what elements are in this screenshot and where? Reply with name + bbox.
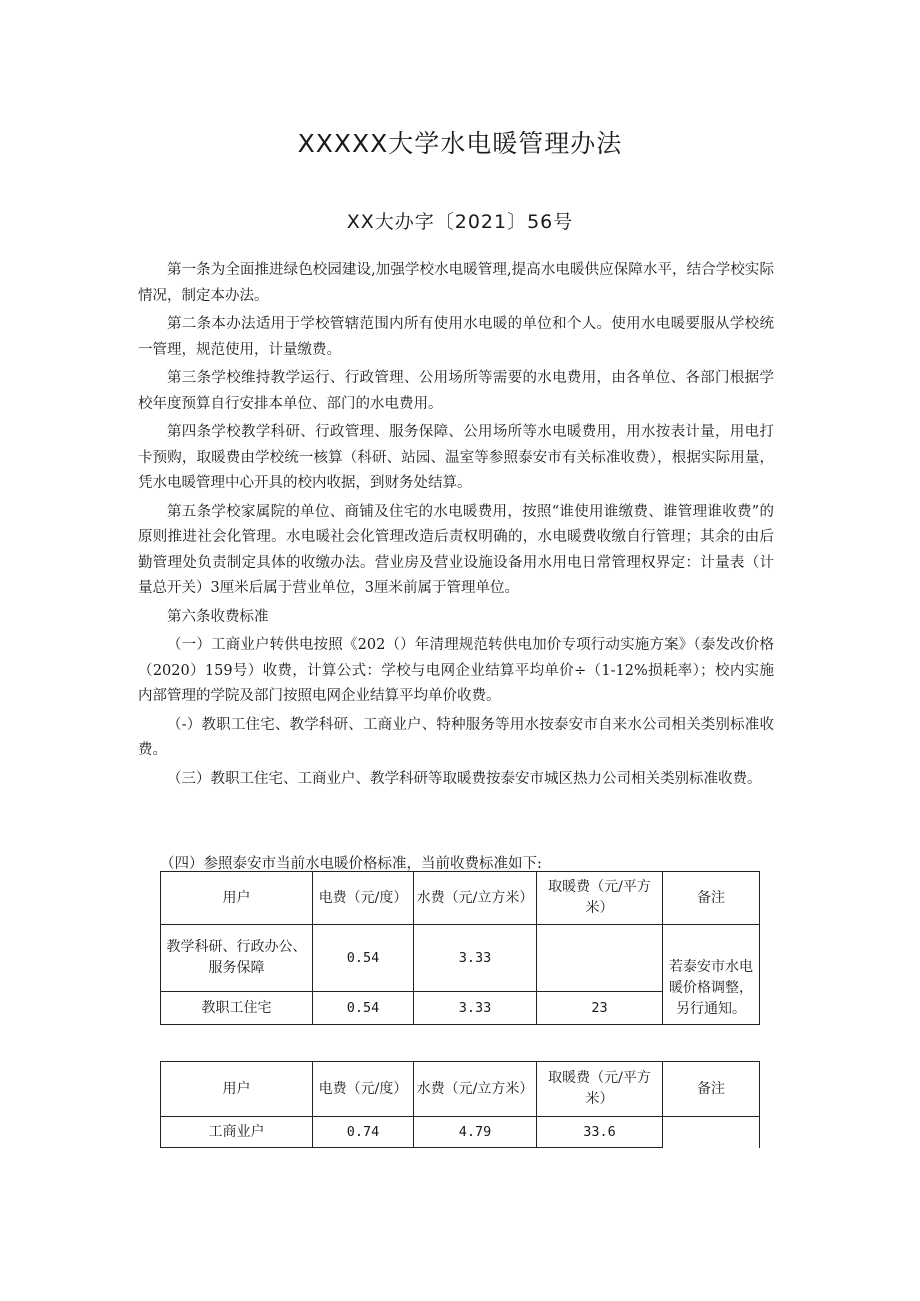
cell-heating: 23 (537, 992, 663, 1025)
header-water: 水费（元/立方米） (414, 872, 537, 925)
cell-user: 工商业户 (161, 1117, 313, 1148)
table-header-row (161, 872, 760, 925)
document-title: XXXXX大学水电暖管理办法 (297, 129, 623, 158)
fee-table-1 (160, 871, 760, 1025)
table-row (161, 925, 760, 992)
cell-heating: 33.6 (537, 1117, 663, 1148)
table-row (161, 1117, 760, 1148)
cell-electricity: 0.74 (313, 1117, 414, 1148)
cell-water: 3.33 (414, 925, 537, 992)
header-user: 用户 (161, 1062, 313, 1117)
table-header-row (161, 1062, 760, 1117)
cell-electricity: 0.54 (313, 925, 414, 992)
header-water: 水费（元/立方米） (414, 1062, 537, 1117)
article-6-item-2: （-）教职工住宅、教学科研、工商业户、特种服务等用水按泰安市自来水公司相关类别标准收费。 (138, 716, 774, 758)
cell-note: 若泰安市水电暖价格调整，另行通知。 (663, 925, 760, 1025)
header-note: 备注 (663, 872, 760, 925)
cell-heating (537, 925, 663, 992)
header-electricity: 电费（元/度） (313, 872, 414, 925)
header-heating: 取暖费（元/平方米） (537, 1062, 663, 1117)
header-user: 用户 (161, 872, 313, 925)
cell-user: 教职工住宅 (161, 992, 313, 1025)
article-3: 第三条学校维持教学运行、行政管理、公用场所等需要的水电费用，由各单位、各部门根据学校年度预算自行安排本单位、部门的水电费用。 (138, 370, 774, 412)
cell-user: 教学科研、行政办公、服务保障 (161, 925, 313, 992)
header-electricity: 电费（元/度） (313, 1062, 414, 1117)
article-1: 第一条为全面推进绿色校园建设,加强学校水电暖管理,提高水电暖供应保障水平，结合学校实际情况，制定本办法。 (138, 262, 774, 304)
table-intro: （四）参照泰安市当前水电暖价格标准，当前收费标准如下: (160, 856, 542, 872)
article-2: 第二条本办法适用于学校管辖范围内所有使用水电暖的单位和个人。使用水电暖要服从学校统一管理，规范使用，计量缴费。 (138, 316, 774, 358)
article-6-item-1: （一）工商业户转供电按照《202（）年清理规范转供电加价专项行动实施方案》（泰发改价格（2020）159号）收费，计算公式：学校与电网企业结算平均单价÷（1-12%损耗率）；校内实施内部管理的学院及部门按照电网企业结算平均单价收费。 (138, 637, 774, 704)
fee-table-2 (160, 1061, 760, 1148)
cell-water: 3.33 (414, 992, 537, 1025)
header-note: 备注 (663, 1062, 760, 1117)
article-6-heading: 第六条收费标准 (167, 608, 269, 625)
cell-water: 4.79 (414, 1117, 537, 1148)
document-body (138, 258, 774, 795)
article-6-item-3: （三）教职工住宅、工商业户、教学科研等取暖费按泰安市城区热力公司相关类别标准收费。 (167, 770, 762, 787)
article-4: 第四条学校教学科研、行政管理、服务保障、公用场所等水电暖费用，用水按表计量，用电打卡预购，取暖费由学校统一核算（科研、站园、温室等参照泰安市有关标准收费），根据实际用量，凭水电暖管理中心开具的校内收据，到财务处结算。 (138, 424, 774, 491)
document-number: XX大办字〔2021〕56号 (346, 211, 574, 233)
cell-note (663, 1117, 760, 1148)
article-5: 第五条学校家属院的单位、商铺及住宅的水电暖费用，按照“谁使用谁缴费、谁管理谁收费”的原则推进社会化管理。水电暖社会化管理改造后责权明确的，水电暖费收缴自行管理；其余的由后勤管理处负责制定具体的收缴办法。营业房及营业设施设备用水用电日常管理权界定：计量表（计量总开关）3厘米后属于营业单位，3厘米前属于管理单位。 (138, 503, 774, 596)
header-heating: 取暖费（元/平方米） (537, 872, 663, 925)
cell-electricity: 0.54 (313, 992, 414, 1025)
